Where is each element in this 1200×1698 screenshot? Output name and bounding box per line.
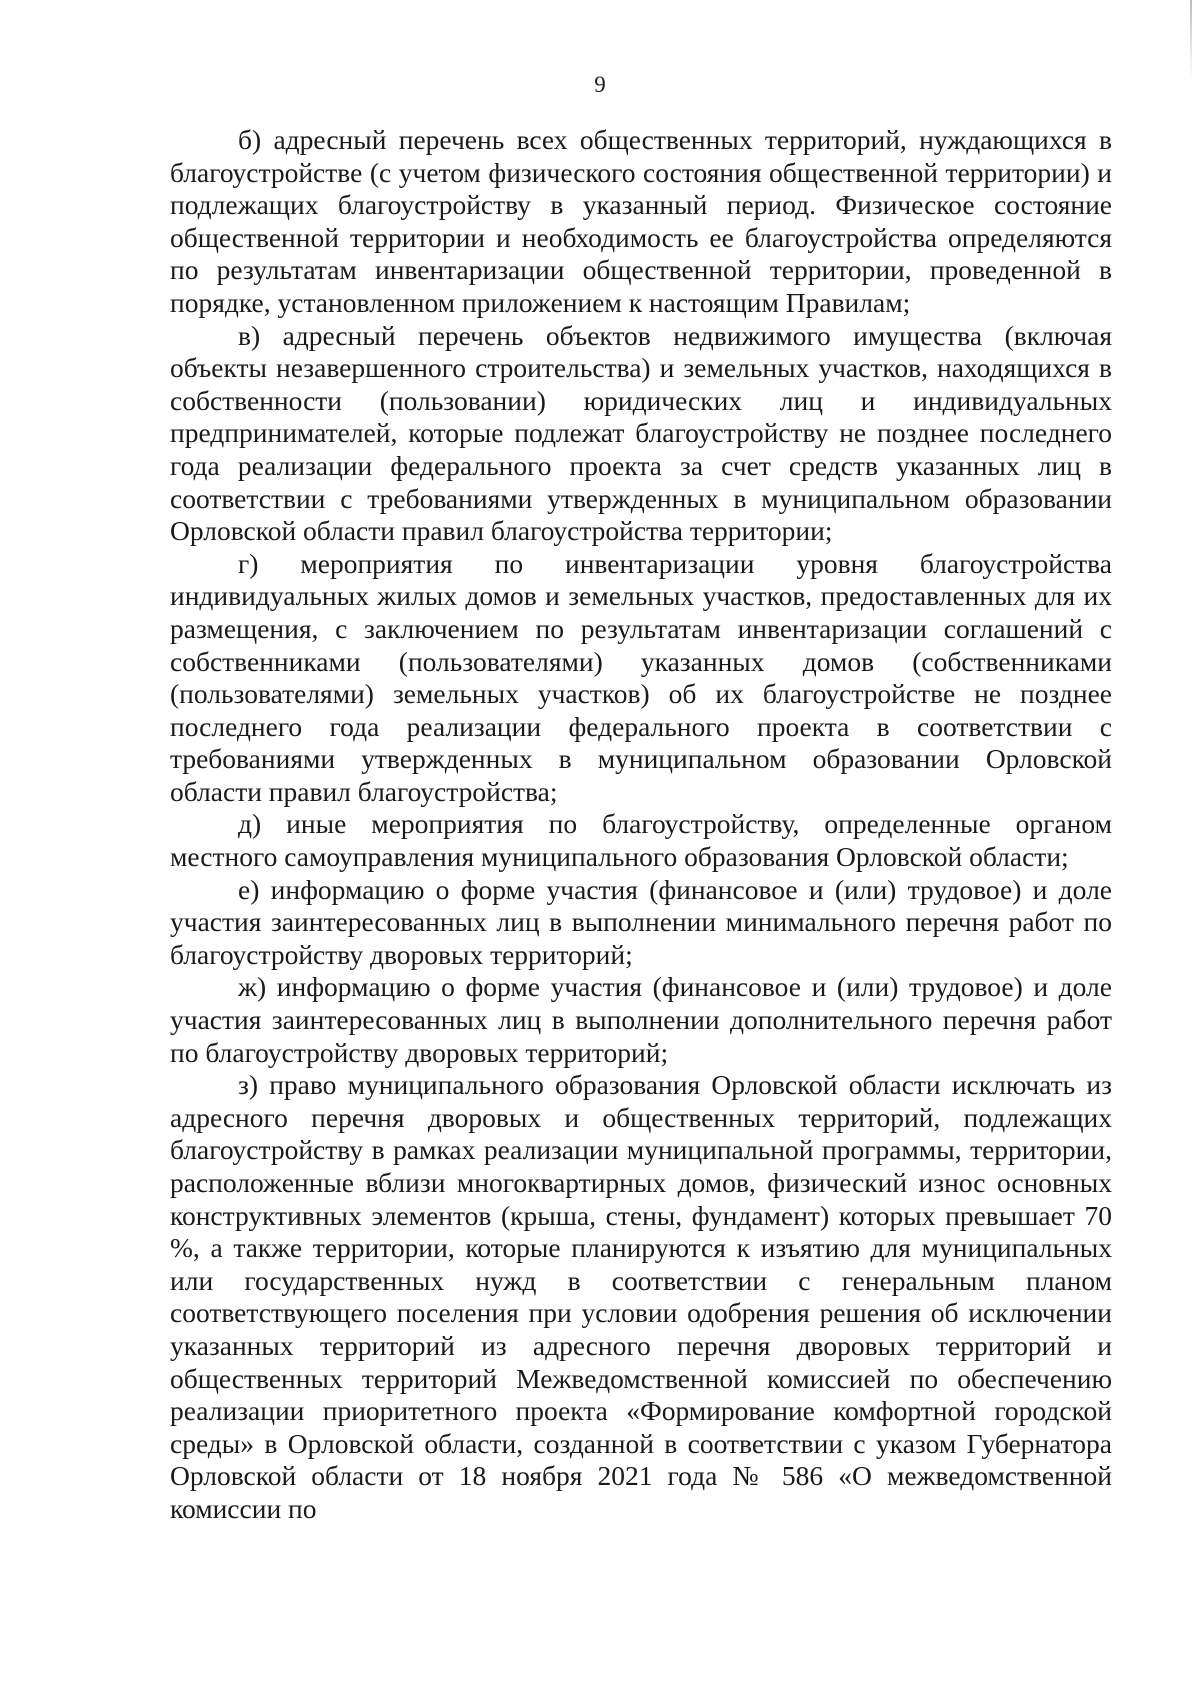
scan-edge-mark: [1190, 0, 1192, 80]
paragraph-e: е) информацию о форме участия (финансовое и (или) трудовое) и доле участия заинтересованных лиц в выполнении минимального перечня работ по благоустройству дворовых территорий;: [170, 873, 1112, 970]
paragraph-b: б) адресный перечень всех общественных территорий, нуждающихся в благоустройстве (с учетом физического состояния общественной территории) и подлежащих благоустройству в указанный период. Физическое состояние общественной территории и необходимость ее благоустройства определяются по результатам инвентаризации общественной территории, проведенной в порядке, установленном приложением к настоящим Правилам;: [170, 124, 1112, 318]
paragraph-d: д) иные мероприятия по благоустройству, определенные органом местного самоуправления муниципального образования Орловской области;: [170, 808, 1112, 873]
paragraph-v: в) адресный перечень объектов недвижимого имущества (включая объекты незавершенного строительства) и земельных участков, находящихся в собственности (пользовании) юридических лиц и индивидуальных предпринимателей, которые подлежат благоустройству не позднее последнего года реализации федерального проекта за счет средств указанных лиц в соответствии с требованиями утвержденных в муниципальном образовании Орловской области правил благоустройства территории;: [170, 319, 1112, 547]
paragraph-z: з) право муниципального образования Орловской области исключать из адресного перечня дворовых и общественных территорий, подлежащих благоустройству в рамках реализации муниципальной программы, территории, расположенные вблизи многоквартирных домов, физический износ основных конструктивных элементов (крыша, стены, фундамент) которых превышает 70 %, а также территории, которые планируются к изъятию для муниципальных или государственных нужд в соответствии с генеральным планом соответствующего поселения при условии одобрения решения об исключении указанных территорий из адресного перечня дворовых территорий и общественных территорий Межведомственной комиссией по обеспечению реализации приоритетного проекта «Формирование комфортной городской среды» в Орловской области, созданной в соответствии с указом Губернатора Орловской области от 18 ноября 2021 года № 586 «О межведомственной комиссии по: [170, 1069, 1112, 1524]
paragraph-zh: ж) информацию о форме участия (финансовое и (или) трудовое) и доле участия заинтересованных лиц в выполнении дополнительного перечня работ по благоустройству дворовых территорий;: [170, 971, 1112, 1068]
page-number: 9: [594, 72, 606, 97]
document-body: [170, 124, 1112, 1526]
paragraph-g: г) мероприятия по инвентаризации уровня благоустройства индивидуальных жилых домов и земельных участков, предоставленных для их размещения, с заключением по результатам инвентаризации соглашений с собственниками (пользователями) указанных домов (собственниками (пользователями) земельных участков) об их благоустройстве не позднее последнего года реализации федерального проекта в соответствии с требованиями утвержденных в муниципальном образовании Орловской области правил благоустройства;: [170, 547, 1112, 807]
